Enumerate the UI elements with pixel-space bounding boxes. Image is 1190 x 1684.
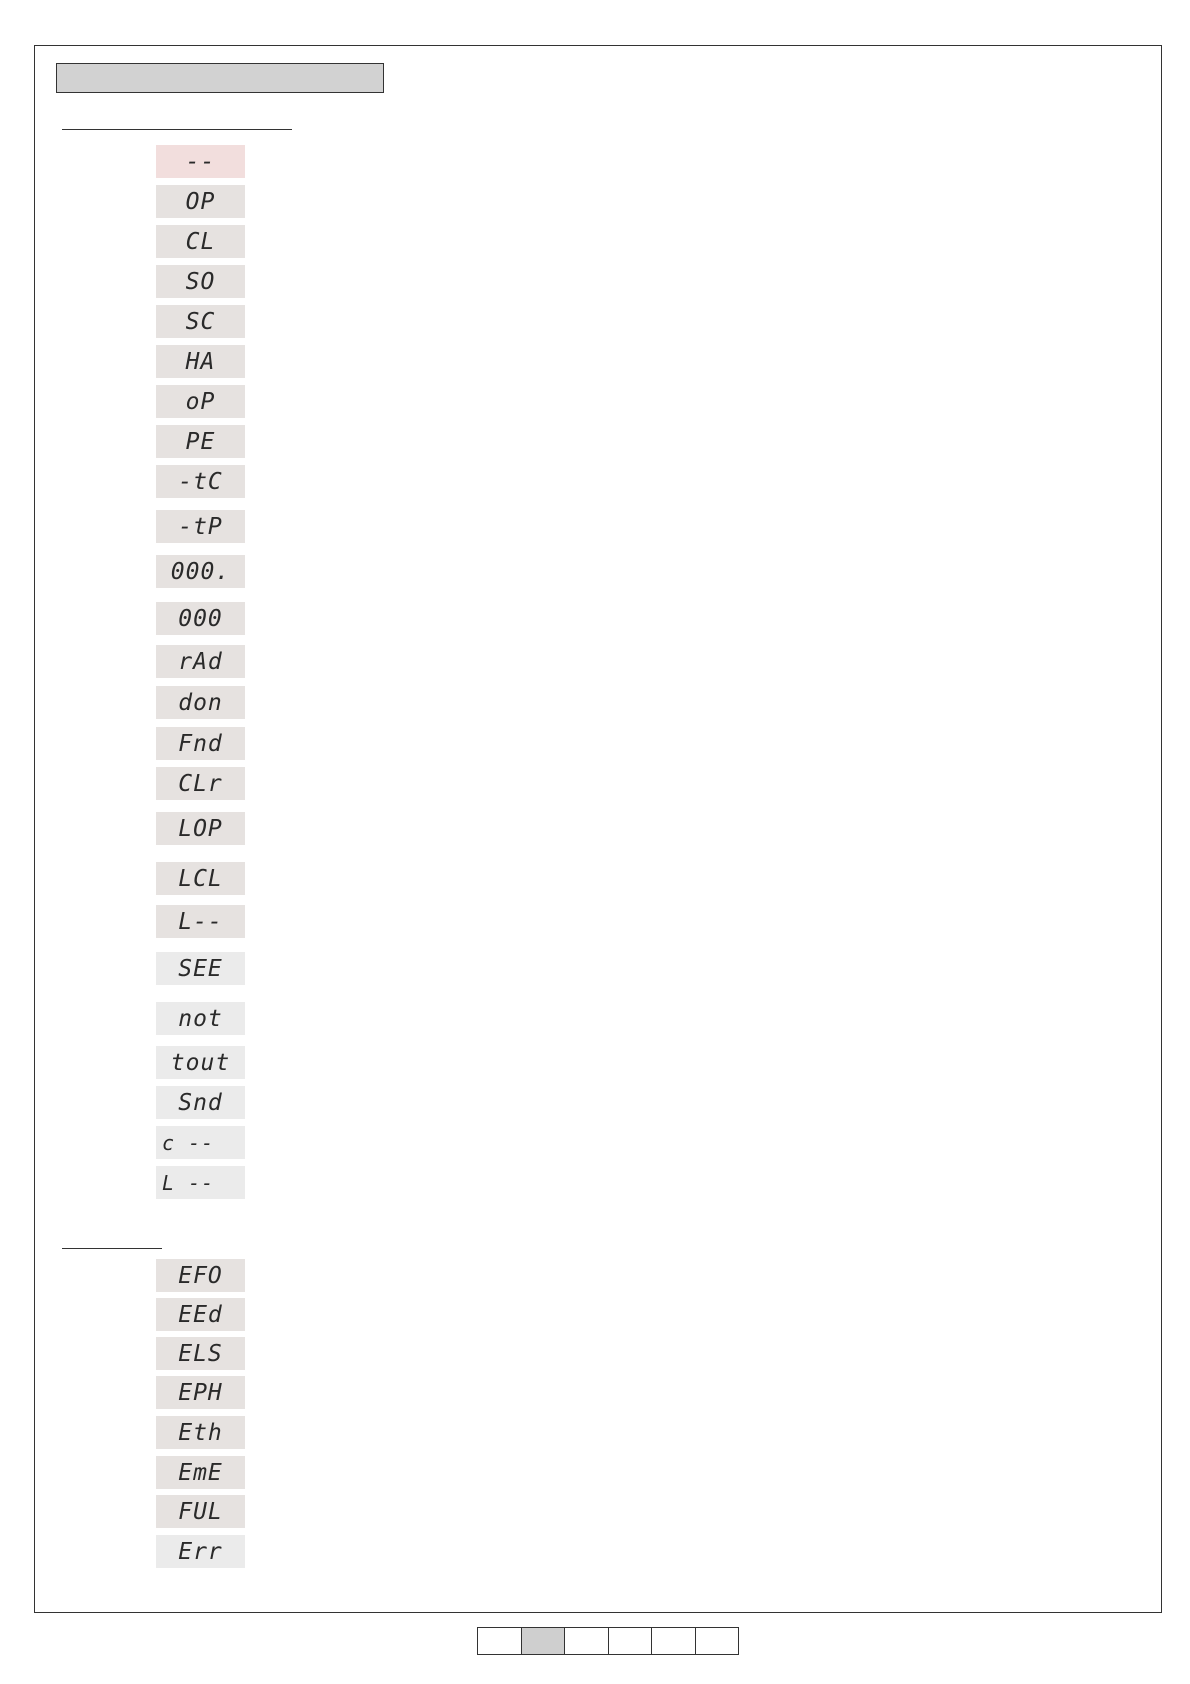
lcd-code: c -- xyxy=(156,1126,245,1159)
lcd-code: OP xyxy=(156,185,245,218)
page-box[interactable] xyxy=(652,1628,696,1654)
page-box[interactable] xyxy=(609,1628,653,1654)
lcd-error-code: ELS xyxy=(156,1337,245,1370)
lcd-code: SC xyxy=(156,305,245,338)
lcd-error-code: EPH xyxy=(156,1376,245,1409)
lcd-code: CLr xyxy=(156,767,245,800)
page-box-current[interactable] xyxy=(522,1628,566,1654)
status-section-rule xyxy=(62,129,292,130)
error-section-rule xyxy=(62,1248,162,1249)
lcd-error-code: EFO xyxy=(156,1259,245,1292)
lcd-code: LOP xyxy=(156,812,245,845)
lcd-error-code: FUL xyxy=(156,1495,245,1528)
lcd-error-code: EmE xyxy=(156,1456,245,1489)
lcd-code: don xyxy=(156,686,245,719)
lcd-code: tout xyxy=(156,1046,245,1079)
page-box[interactable] xyxy=(565,1628,609,1654)
lcd-code: 000. xyxy=(156,555,245,588)
page-navigator xyxy=(477,1627,739,1655)
lcd-code: Fnd xyxy=(156,727,245,760)
page-title-bar xyxy=(56,63,384,93)
lcd-code: not xyxy=(156,1002,245,1035)
lcd-code: SEE xyxy=(156,952,245,985)
lcd-code: -tP xyxy=(156,510,245,543)
lcd-code: rAd xyxy=(156,645,245,678)
lcd-code: HA xyxy=(156,345,245,378)
lcd-error-code: Eth xyxy=(156,1416,245,1449)
lcd-code: LCL xyxy=(156,862,245,895)
lcd-code: -tC xyxy=(156,465,245,498)
lcd-code: -- xyxy=(156,145,245,178)
lcd-code: L-- xyxy=(156,905,245,938)
page-box[interactable] xyxy=(696,1628,739,1654)
lcd-code: oP xyxy=(156,385,245,418)
lcd-code: CL xyxy=(156,225,245,258)
page-box[interactable] xyxy=(478,1628,522,1654)
lcd-code: Snd xyxy=(156,1086,245,1119)
lcd-code: 000 xyxy=(156,602,245,635)
lcd-code: SO xyxy=(156,265,245,298)
lcd-error-code: EEd xyxy=(156,1298,245,1331)
lcd-code: PE xyxy=(156,425,245,458)
lcd-error-code: Err xyxy=(156,1535,245,1568)
lcd-code: L -- xyxy=(156,1166,245,1199)
